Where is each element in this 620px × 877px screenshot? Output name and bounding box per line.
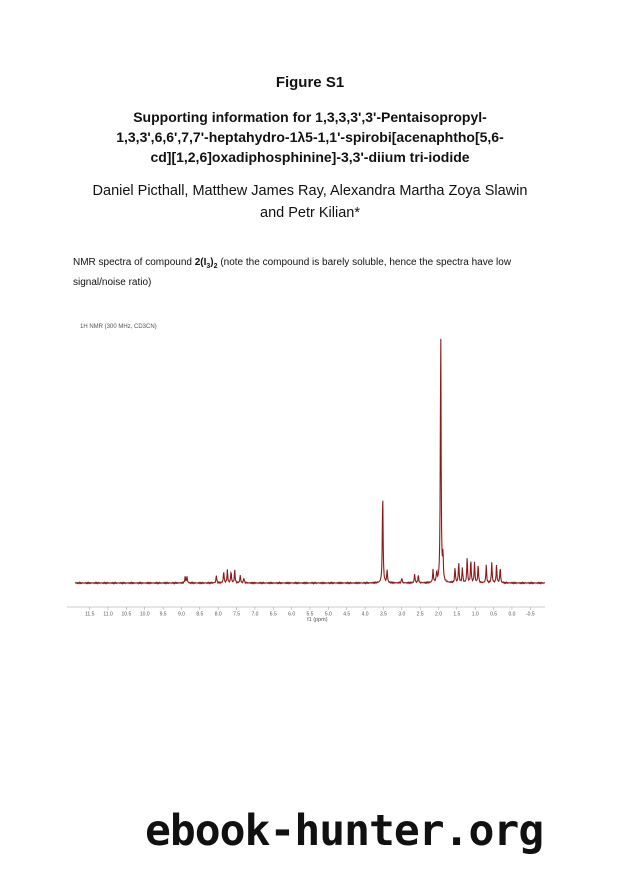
x-tick-label: 0.0 (508, 611, 516, 618)
x-tick-label: 3.0 (398, 611, 406, 618)
x-tick-label: 3.5 (379, 611, 387, 618)
x-tick-label: 6.0 (288, 611, 296, 618)
title-line-2: 1,3,3',6,6',7,7'-heptahydro-1λ5-1,1'-spirobi[acenaphtho[5,6- (116, 129, 504, 145)
compound-label: $2(I_3)_2$ (194, 257, 218, 270)
spectrum-plot (75, 339, 545, 584)
authors-line-2: and Petr Kilian* (260, 205, 360, 221)
authors-line-1: Daniel Picthall, Matthew James Ray, Alexandra Martha Zoya Slawin (92, 183, 528, 199)
x-tick-label: 9.5 (159, 611, 167, 618)
figure-label: Figure S1 (275, 74, 345, 91)
spectrum-line (75, 339, 545, 584)
x-tick-label: 2.0 (435, 611, 442, 618)
x-tick-label: 7.0 (251, 611, 259, 618)
x-tick-label: 4.5 (343, 611, 351, 618)
x-tick-label: 11.0 (103, 611, 113, 618)
x-tick-label: 8.0 (214, 611, 222, 618)
x-axis-ticks (85, 607, 535, 618)
x-tick-label: 2.5 (416, 611, 424, 618)
x-tick-label: -0.5 (526, 611, 535, 618)
x-axis-label: f1 (ppm) (307, 617, 328, 623)
x-tick-label: 5.5 (306, 611, 314, 618)
x-tick-label: 7.5 (233, 611, 241, 618)
x-tick-label: 5.0 (324, 611, 332, 618)
x-tick-label: 1.5 (453, 611, 461, 618)
x-tick-label: 10.0 (139, 611, 150, 618)
caption-text-after: (note the compound is barely soluble, hence the spectra have low signal/noise ratio) (73, 257, 512, 288)
chart-title: 1H NMR (300 MHz, CD3CN) (80, 324, 157, 330)
title-line-1: Supporting information for 1,3,3,3',3'-Pentaisopropyl- (133, 109, 487, 125)
watermark-text: ebook-hunter.org (145, 806, 544, 856)
caption-text-before: NMR spectra of compound (73, 257, 195, 268)
x-tick-label: 0.5 (490, 611, 498, 618)
x-tick-label: 6.5 (269, 611, 277, 618)
x-tick-label: 11.5 (85, 611, 95, 618)
x-tick-label: 9.0 (178, 611, 185, 618)
x-tick-label: 1.0 (471, 611, 479, 618)
x-tick-label: 10.5 (121, 611, 132, 618)
x-tick-label: 8.5 (196, 611, 204, 618)
title-line-3: cd][1,2,6]oxadiphosphinine]-3,3'-diium tri-iodide (150, 149, 470, 165)
x-tick-label: 4.0 (361, 611, 369, 618)
